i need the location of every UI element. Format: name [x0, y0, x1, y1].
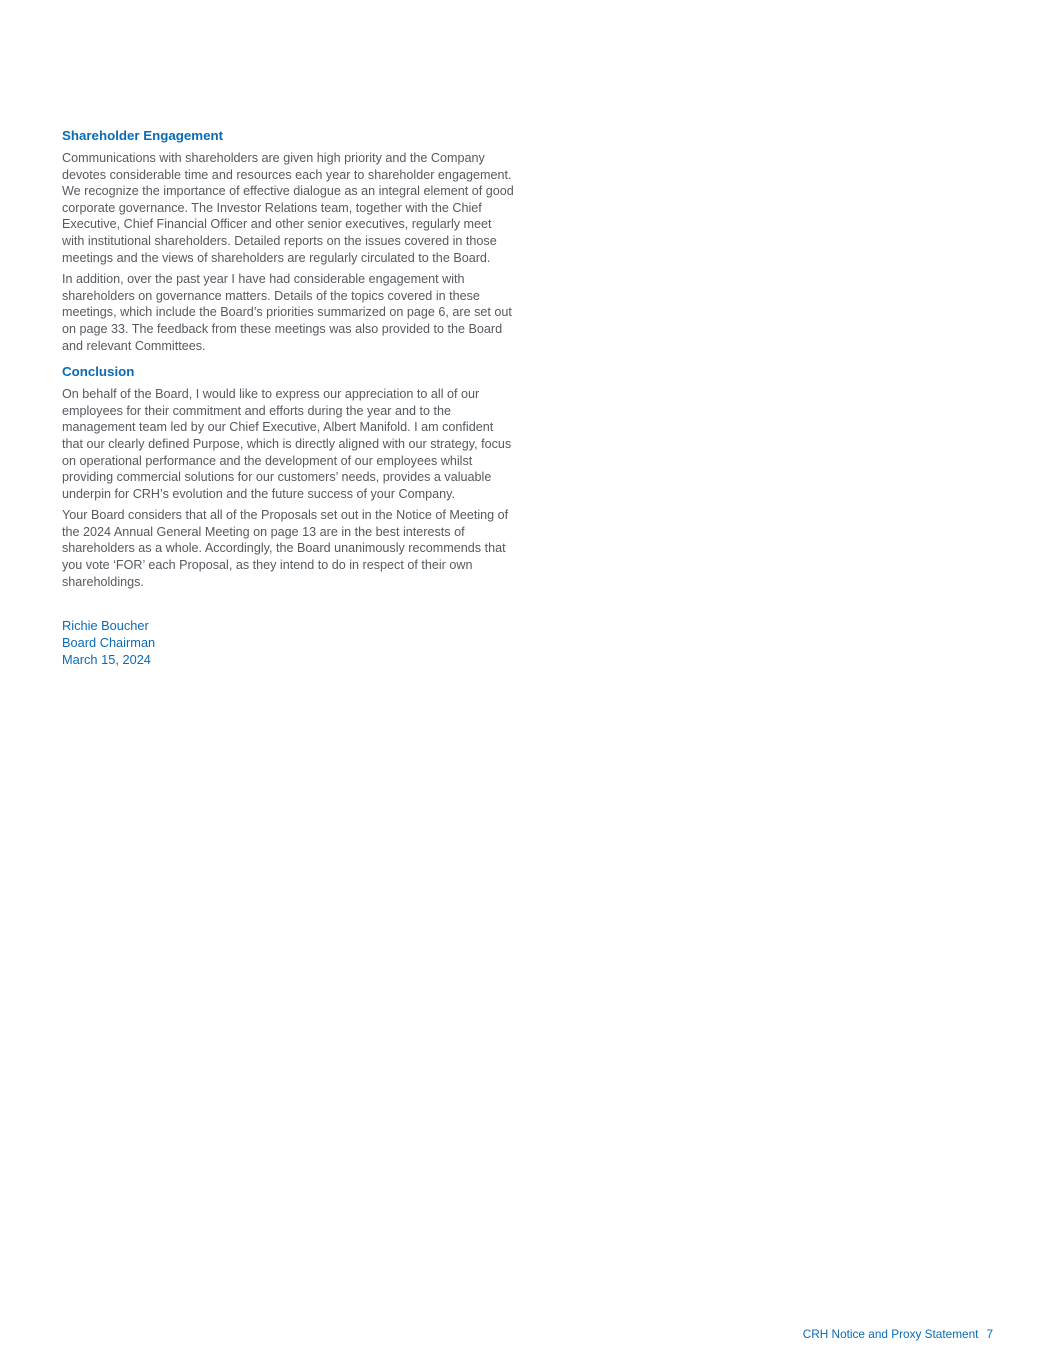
page-footer [803, 1326, 993, 1342]
signature-block [62, 618, 514, 668]
signatory-title: Board Chairman [62, 635, 156, 651]
signatory-name: Richie Boucher [62, 618, 149, 634]
conclusion-paragraph-2: Your Board considers that all of the Proposals set out in the Notice of Meeting of the 2024 Annual General Meeting on page 13 are in the best interests of shareholders as a whole. Accordingly, the Board unanimously recommends that you vote ‘FOR’ each Proposal, as they intend to do in respect of their own shareholdings. [62, 508, 509, 589]
page-number: 7 [986, 1327, 993, 1341]
section-heading-shareholder-engagement: Shareholder Engagement [62, 128, 224, 143]
signature-date: March 15, 2024 [62, 651, 151, 667]
shareholder-engagement-paragraph-1: Communications with shareholders are given high priority and the Company devotes considerable time and resources each year to shareholder engagement. We recognize the importance of effective dialogue as an integral element of good corporate governance. The Investor Relations team, together with the Chief Executive, Chief Financial Officer and other senior executives, regularly meet with institutional shareholders. Detailed reports on the issues covered in those meetings and the views of shareholders are regularly circulated to the Board. [62, 151, 514, 265]
section-heading-conclusion: Conclusion [62, 364, 135, 380]
shareholder-engagement-paragraph-2: In addition, over the past year I have had considerable engagement with shareholders on governance matters. Details of the topics covered in these meetings, which include the Board’s priorities summarized on page 6, are set out on page 33. The feedback from these meetings was also provided to the Board and relevant Committees. [62, 272, 512, 353]
letter-body [62, 127, 514, 669]
footer-document-title: CRH Notice and Proxy Statement [802, 1327, 979, 1341]
conclusion-paragraph-1: On behalf of the Board, I would like to express our appreciation to all of our employees for their commitment and efforts during the year and to the management team led by our Chief Executive, Albert Manifold. I am confident that our clearly defined Purpose, which is directly aligned with our strategy, focus on operational performance and the development of our employees whilst providing commercial solutions for our customers’ needs, provides a valuable underpin for CRH’s evolution and the future success of your Company. [62, 387, 512, 501]
